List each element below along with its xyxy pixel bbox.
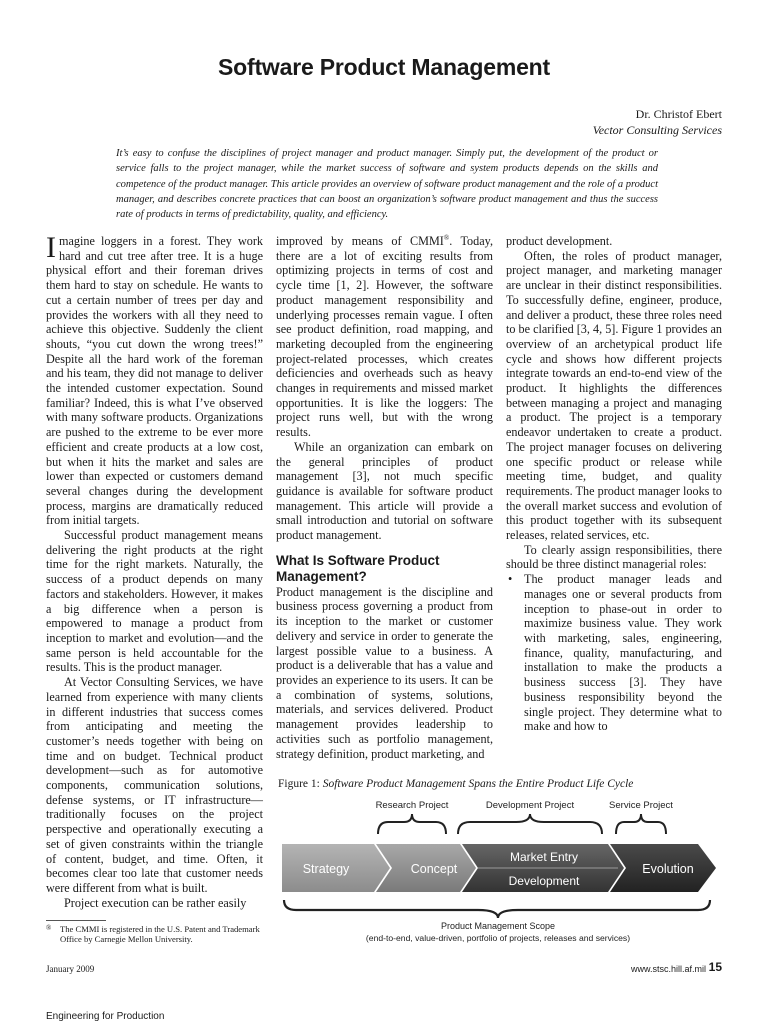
footnote-rule <box>46 920 106 921</box>
paragraph-embark: While an organization can embark on the general principles of product management [3], not much specific guidance is available for software product management. This article will provide a small introduction and tutorial on software product management. <box>276 439 493 543</box>
footnote <box>46 924 276 944</box>
article-title: Software Product Management <box>218 54 550 80</box>
paragraph-assign: To clearly assign responsibilities, there should be three distinct managerial roles: <box>506 542 722 572</box>
scope-subtitle: (end-to-end, value-driven, portfolio of projects, releases and services) <box>365 933 631 943</box>
column-3 <box>506 234 722 734</box>
author-name: Dr. Christof Ebert <box>635 107 722 121</box>
paragraph-roles: Often, the roles of product manager, project manager, and marketing manager are unclear in their distinct responsibilities. To successfully define, engineer, produce, and deliver a product, these three roles need to be clarified [3, 4, 5]. Figure 1 provides an overview of an archetypical product life cycle and shows how different projects integrate towards an end-to-end view of the product. It highlights the differences between managing a project and managing a product. The project is a temporary endeavor undertaken to create a product. The project manager focuses on delivering one specific product or release while meeting time, budget, and quality requirements. The product manager looks to the overall market success and evolution of this product together with its subsequent releases, related services, etc. <box>506 248 722 543</box>
paragraph-project-execution-continued <box>276 234 493 440</box>
column-1 <box>46 231 263 910</box>
page-number: 15 <box>708 960 722 974</box>
figure-caption-label: Figure 1: <box>278 778 320 790</box>
footnote-text: The CMMI is registered in the U.S. Patent and Trademark Office by Carnegie Mellon University. <box>60 924 260 944</box>
paragraph-definition-continued: product development. <box>506 234 613 248</box>
brace-scope <box>284 900 710 918</box>
paragraph-intro: magine loggers in a forest. They work hard and cut tree after tree. It is a huge physical effort and their foreman drives them hard to stay on schedule. He wants to cut a certain number of trees per day and provides the workers with all they need to achieve this objective. Suddenly the client shouts, “you cut down the wrong trees!” Despite all the hard work of the foreman and his team, they did not manage to deliver the intended customer expectation. Sound familiar? Indeed, this is what I’ve observed with many software products. Organizations are pushed to the extreme to be ever more efficient and create products at a low cost, but when it hits the market and sales are lower than expected or customers demand several changes during the development process, margins are dramatically reduced from initial targets. <box>46 234 263 528</box>
bullet-icon: • <box>508 572 513 587</box>
column-2 <box>276 234 493 761</box>
paragraph-definition: Product management is the discipline and business process governing a product from its inception to the market or customer delivery and service in order to generate the largest possible value to a business. A product is a deliverable that has a value and provides an experience to its users. It can be a combination of systems, solutions, materials, and services delivered. Product management provides leadership to activities such as portfolio management, strategy definition, product marketing, and <box>276 584 493 761</box>
continued-text-b: . Today, there are a lot of exciting results from optimizing projects in terms of cost and cycle time [1, 2]. However, the software product management responsibility and underlying processes remain vague. I often see product definition, road mapping, and marketing decoupled from the engineering project-related processes, which creates deficiencies and overheads such as heavy changes in requirements and missed market opportunities. It is like the loggers: The project runs well, but with the wrong results. <box>276 234 494 440</box>
stage-label-evolution: Evolution <box>642 862 694 876</box>
footer-date: January 2009 <box>46 964 95 974</box>
registered-mark-continued: ® <box>443 233 450 242</box>
author-affiliation: Vector Consulting Services <box>592 123 722 137</box>
paragraph-successful-pm: Successful product management means delivering the right products at the right time for the right markets. Naturally, the success of a product depends on many factors and stakeholders. However, it makes a big difference when a person is empowered to manage a product from inception to market and evolution—and the same person is held accountable for the results. This is the product manager. <box>46 528 263 675</box>
bullet-text: The product manager leads and manages one or several products from inception to phase-out in order to maximize business value. They work with marketing, sales, engineering, finance, quality, manufacturing, and installation to make the products a business success [3]. They have business responsibility beyond the single project. They determine what to make and how to <box>524 572 722 734</box>
stage-label-concept: Concept <box>410 862 458 876</box>
footnote-mark: ® <box>46 924 52 932</box>
author-block <box>593 106 722 138</box>
paragraph-project-execution-a: Project execution can be rather easily <box>64 895 247 910</box>
brace-development <box>458 814 602 834</box>
paragraph-vector-consulting: At Vector Consulting Services, we have learned from experience with many clients in different industries that success comes from anticipating and meeting the customer’s needs together with being on time and on budget. Technical product development—such as for automotive components, communication solutions, defense systems, or IT infrastructure—traditionally focuses on the project perspective and operationally executing a set of given constraints within the triangle of content, budget, and time. Often, it becomes clear too late that customer needs were different from what is built. <box>46 675 263 895</box>
footer-url[interactable]: www.stsc.hill.af.mil <box>630 964 706 974</box>
brace-research <box>378 814 446 834</box>
label-development-project: Development Project <box>485 800 575 811</box>
paragraph-project-execution <box>46 896 263 911</box>
running-footer: Engineering for Production <box>46 1011 165 1022</box>
list-item <box>508 572 722 734</box>
stage-label-strategy: Strategy <box>302 862 350 876</box>
brace-service <box>616 814 666 834</box>
stage-label-market-entry: Market Entry <box>509 850 579 864</box>
figure-caption <box>278 778 633 790</box>
scope-title: Product Management Scope <box>440 921 556 931</box>
drop-cap: I <box>46 231 56 264</box>
stage-label-development: Development <box>508 874 580 888</box>
abstract: It’s easy to confuse the disciplines of project manager and product manager. Simply put, the development of the product or service falls to the project manager, while the market success of software and system products depends on the skills and competence of the product manager. This article provides an overview of software product management and the role of a product manager, and describes concrete practices that can boost an organization’s software product management and thus the success rate of products in terms of predictability, quality, and efficiency. <box>116 148 658 221</box>
label-service-project: Service Project <box>609 800 673 811</box>
roles-list <box>506 572 722 734</box>
continued-text-a: improved by means of CMMI <box>276 234 444 248</box>
label-research-project: Research Project <box>375 800 449 811</box>
section-heading: What Is Software Product Management? <box>276 552 440 584</box>
figure-caption-title: Software Product Management Spans the Entire Product Life Cycle <box>322 778 634 790</box>
figure-lifecycle-diagram <box>278 796 724 946</box>
